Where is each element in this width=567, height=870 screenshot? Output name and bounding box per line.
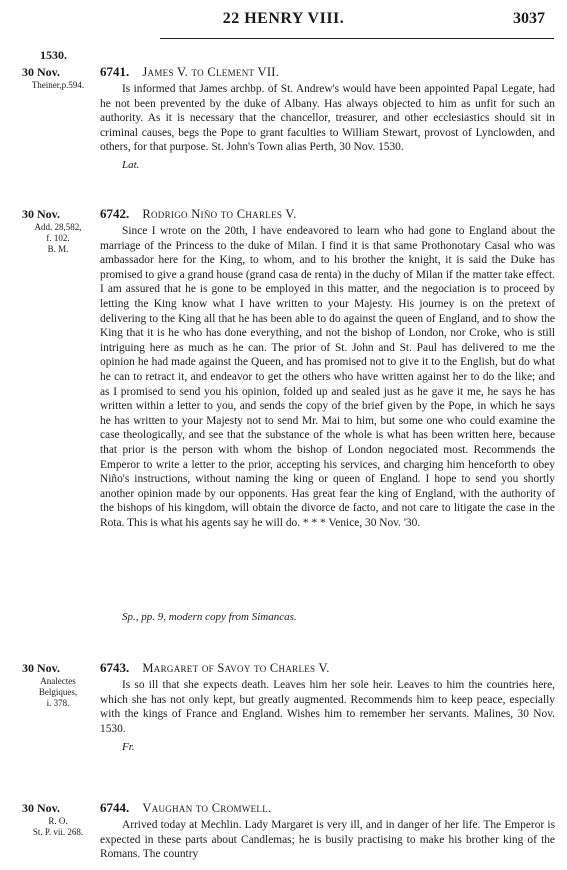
entry-reference: i. 378.: [46, 698, 70, 708]
entry-text: Is informed that James archbp. of St. Andrew's would have been appointed Papal Legate, had he not been prevented by the duke of Albany. Has always objected to him as unfit for such an authority. As it is necessary that the chancellor, treasurer, and other ecclesiastics should sit in criminal causes, begs the Pope to grant faculties to William Stewart, provost of Lynclowden, and others, for that purpose. St. John's Town alias Perth, 30 Nov. 1530.: [100, 83, 555, 154]
entry-number: 6744.: [100, 800, 130, 815]
entry-text: Is so ill that she expects death. Leaves him her sole heir. Leaves to him the countries here, which she has not only kept, but greatly augmented. Recommends him to keep peace, especially with the kings of France and England. Wishes him to remember her servants. Malines, 30 Nov. 1530.: [100, 679, 555, 735]
entry-title: Rodrigo Niño to Charles V.: [142, 207, 297, 221]
entry-reference: R. O.: [48, 816, 68, 826]
entry-heading: [100, 206, 555, 222]
entry-footnote: Sp., pp. 9, modern copy from Simancas.: [122, 611, 297, 623]
entry-margin: [20, 64, 96, 91]
entry-date: 30 Nov.: [22, 801, 61, 815]
running-title: 22 HENRY VIII.: [222, 10, 345, 27]
entry-heading: [100, 660, 555, 676]
entry-text: Arrived today at Mechlin. Lady Margaret is very ill, and in danger of her life. The Emperor is expected in these parts about Candlemas; he is busily practising to make his brother king of the Romans. The country: [100, 819, 555, 861]
entry-number: 6743.: [100, 660, 130, 675]
entry-reference: St. P. vii. 268.: [32, 827, 84, 837]
entry-reference: Belgiques,: [38, 687, 78, 697]
entry-number: 6741.: [100, 64, 130, 79]
year-label: 1530.: [40, 48, 67, 62]
entry-title: Margaret of Savoy to Charles V.: [142, 661, 330, 675]
page-number: 3037: [513, 10, 545, 27]
entry-reference: Add. 28,582,: [34, 222, 82, 232]
entry-margin: [20, 800, 96, 838]
entry-footnote: Fr.: [122, 741, 135, 753]
entry-margin: [20, 660, 96, 709]
entry-date: 30 Nov.: [22, 65, 61, 79]
entry-reference: B. M.: [47, 244, 69, 254]
entry-reference: f. 102.: [46, 233, 70, 243]
entry-margin: [20, 206, 96, 255]
entry-number: 6742.: [100, 206, 130, 221]
entry-heading: [100, 64, 555, 80]
page-header: [0, 8, 567, 32]
entry-text: Since I wrote on the 20th, I have endeavored to learn who had gone to England about the marriage of the Princess to the duke of Milan. I find it is that same Prothonotary Casal who was ambassador here for the King, to whom, and to his brother the knight, it is said the Duke has promised to give a grand house (grand casa de renta) in the duchy of Milan if the matter take effect. I am assured that he is gone to be employed in this matter, and the negociation is to proceed by letting the King know what I have written to your Majesty. His journey is on the pretext of delivering to the King all that he has been able to do against the queen of England, and to show the King that it is he who has done everything, and not the bishop of London, nor Croke, who is still intriguing here as much as he can. The prior of St. John and St. Paul has delivered to me the opinion he had made against the Queen, and has promised not to give it to the English, but do what he can to retract it, and endeavor to get the others who have written against her to do the like; and as I promised to send you his opinion, folded up and sealed just as he gave it me, he says he has written within a letter to you, and sends the copy of the brief given by the Pope, in which he says he has written to your Majesty not to send Mr. Mai to him, but some one who could examine the case theologically, and see that the substance of the whole is what has been written here, because that prior is the person with whom the bishop of London negociated most. Recommends the Emperor to write a letter to the prior, accepting his services, and charging him henceforth to obey Niño's instructions, without naming the king or queen of England. I hope to send you shortly another opinion made by our opponents. Has great fear the king of England, with the authority of the bishops of his kingdom, will obtain the divorce de facto, and not care to litigate the case in the Rota. This is what his agents say he will do. * * * Venice, 30 Nov. '30.: [100, 225, 555, 529]
entry-reference: Analectes: [40, 676, 76, 686]
entry-heading: [100, 800, 555, 816]
entry-date: 30 Nov.: [22, 207, 61, 221]
entry-title: James V. to Clement VII.: [142, 65, 280, 79]
header-rule: [160, 38, 554, 39]
entry-reference: Theiner,p.594.: [31, 80, 85, 90]
entry-title: Vaughan to Cromwell.: [142, 801, 272, 815]
entry-date: 30 Nov.: [22, 661, 61, 675]
entry-footnote: Lat.: [122, 159, 140, 171]
